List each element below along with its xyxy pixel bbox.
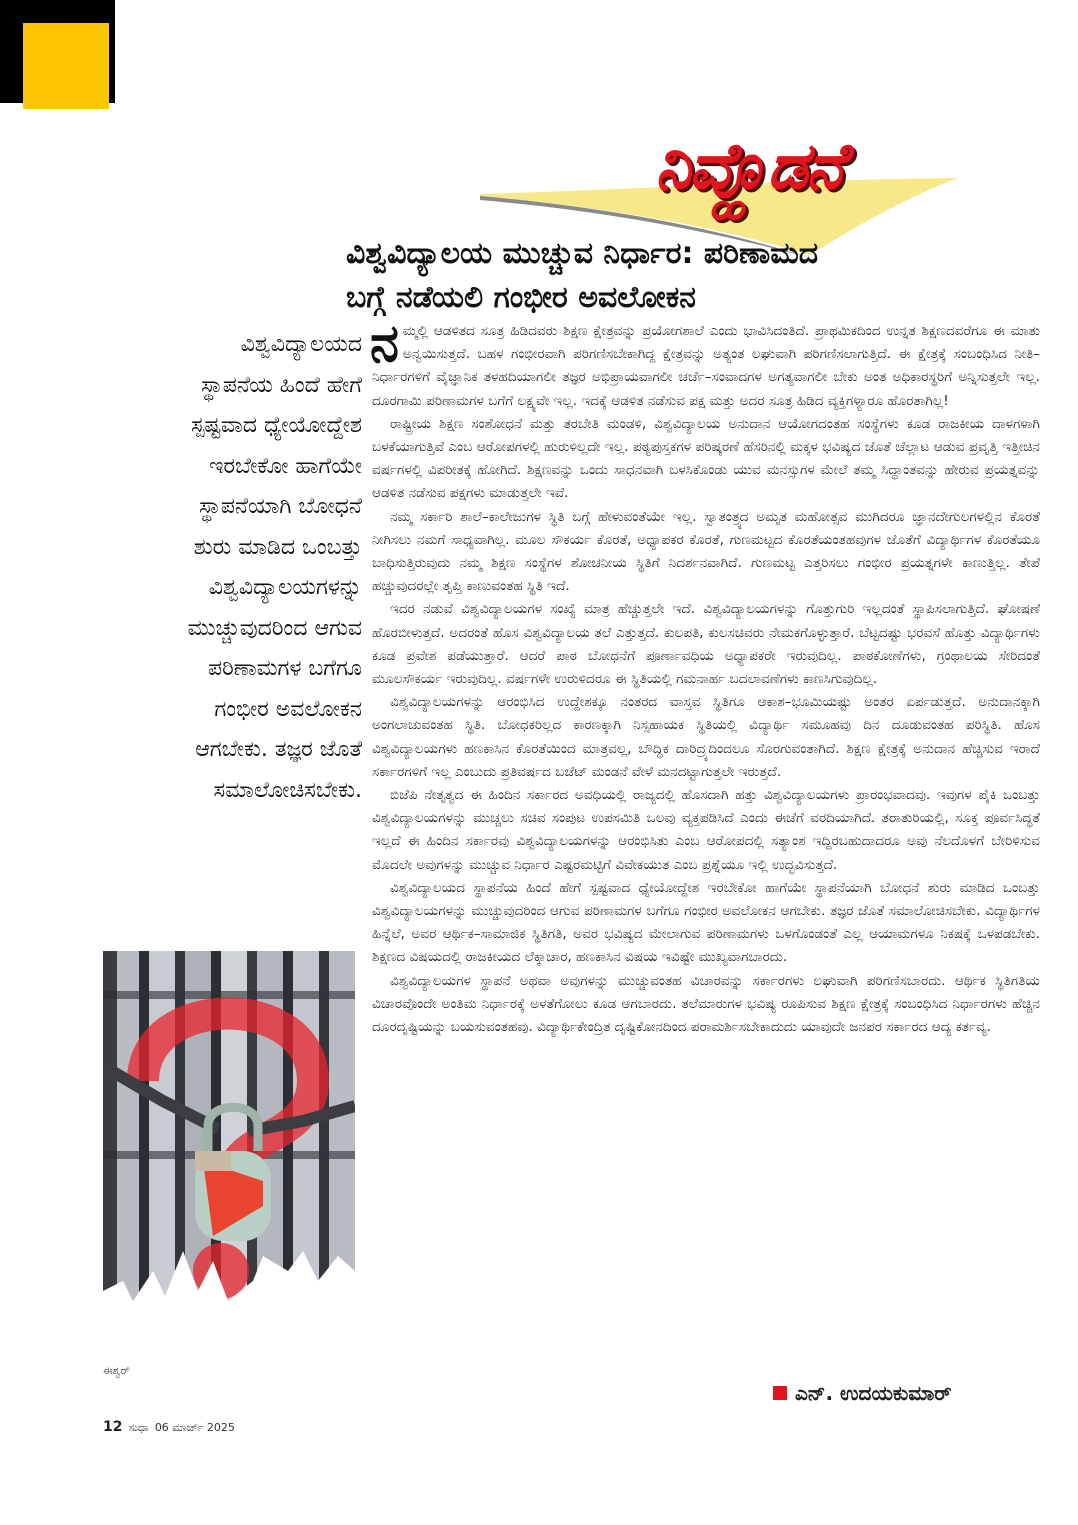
article-paragraph: ರಾಷ್ಟ್ರೀಯ ಶಿಕ್ಷಣ ಸಂಶೋಧನೆ ಮತ್ತು ತರಬೇತಿ ಮಂಡಳಿ, ವಿಶ್ವವಿದ್ಯಾಲಯ ಅನುದಾನ ಆಯೋಗದಂತಹ ಸಂಸ್ಥೆಗಳು ಕೂಡ ರಾಜಕೀಯ ದಾಳಗಳಾಗಿ ಬಳಕೆಯಾಗುತ್ತಿವೆ ಎಂಬ ಆರೋಪಗಳಲ್ಲಿ ಹುರುಳಿಲ್ಲದೇ ಇಲ್ಲ. ಪಠ್ಯಪುಸ್ತಕಗಳ ಪರಿಷ್ಕರಣೆ ಹೆಸರಿನಲ್ಲಿ ಮಕ್ಕಳ ಭವಿಷ್ಯದ ಜೊತೆ ಚೆಲ್ಲಾಟ ಆಡುವ ಪ್ರವೃತ್ತಿ ಇತ್ತೀಚಿನ ವರ್ಷಗಳಲ್ಲಿ ವಿಪರೀತಕ್ಕೆ ಹೋಗಿದೆ. ಶಿಕ್ಷಣವನ್ನು ಒಂದು ಸಾಧನವಾಗಿ ಬಳಸಿಕೊಂಡು ಯುವ ಮನಸ್ಸುಗಳ ಮೇಲೆ ತಮ್ಮ ಸಿದ್ಧಾಂತವನ್ನು ಹೇರುವ ಪ್ರಯತ್ನವನ್ನು ಆಡಳಿತ ನಡೆಸುವ ಪಕ್ಷಗಳು ಮಾಡುತ್ತಲೇ ಇವೆ.	[372, 415, 1040, 502]
column-logo: ನಿವ್ಹೊಡನೆ	[655, 129, 843, 204]
byline-marker-icon	[773, 1386, 787, 1400]
drop-cap: ನ	[370, 313, 399, 374]
article-paragraph: ನಮ್ಮ ಸರ್ಕಾರಿ ಶಾಲೆ–ಕಾಲೇಜುಗಳ ಸ್ಥಿತಿ ಬಗ್ಗೆ ಹೇಳುವಂತೆಯೇ ಇಲ್ಲ. ಸ್ವಾತಂತ್ರ್ಯದ ಅಮೃತ ಮಹೋತ್ಸವ ಮುಗಿದರೂ ಜ್ಞಾನದೇಗುಲಗಳಲ್ಲಿನ ಕೊರತೆ ನೀಗಿಸಲು ನಮಗೆ ಸಾಧ್ಯವಾಗಿಲ್ಲ. ಮೂಲ ಸೌಕರ್ಯ ಕೊರತೆ, ಅಧ್ಯಾಪಕರ ಕೊರತೆ, ಗುಣಮಟ್ಟದ ಕೊರತೆಯಂತಹವುಗಳ ಜೊತೆಗೆ ವಿದ್ಯಾರ್ಥಿಗಳ ಕೊರತೆಯೂ ಬಾಧಿಸುತ್ತಿರುವುದು ನಮ್ಮ ಶಿಕ್ಷಣ ಸಂಸ್ಥೆಗಳ ಶೋಚನೀಯ ಸ್ಥಿತಿಗೆ ನಿದರ್ಶನವಾಗಿದೆ. ಗುಣಮಟ್ಟ ಎತ್ತರಿಸಲು ಗಂಭೀರ ಪ್ರಯತ್ನಗಳೇ ಕಾಣುತ್ತಿಲ್ಲ. ತೇಪೆ ಹಚ್ಚುವುದರಲ್ಲೇ ತೃಪ್ತಿ ಕಾಣುವಂತಹ ಸ್ಥಿತಿ ಇದೆ.	[372, 508, 1040, 595]
illustration	[103, 951, 355, 1358]
article-paragraph: ವಿಶ್ವವಿದ್ಯಾಲಯದ ಸ್ಥಾಪನೆಯ ಹಿಂದೆ ಹೇಗೆ ಸ್ಪಷ್ಟವಾದ ಧ್ಯೇಯೋದ್ದೇಶ ಇರಬೇಕೋ ಹಾಗೆಯೇ ಸ್ಥಾಪನೆಯಾಗಿ ಬೋಧನೆ ಶುರು ಮಾಡಿದ ಒಂಬತ್ತು ವಿಶ್ವವಿದ್ಯಾಲಯಗಳನ್ನು ಮುಚ್ಚುವುದರಿಂದ ಆಗುವ ಪರಿಣಾಮಗಳ ಬಗೆಗೂ ಗಂಭೀರ ಅವಲೋಕನ ಆಗಬೇಕು. ತಜ್ಞರ ಜೊತೆ ಸಮಾಲೋಚಿಸಬೇಕು. ವಿದ್ಯಾರ್ಥಿಗಳ ಹಿನ್ನೆಲೆ, ಅವರ ಆರ್ಥಿಕ–ಸಾಮಾಜಿಕ ಸ್ಥಿತಿಗತಿ, ಅವರ ಭವಿಷ್ಯದ ಮೇಲಾಗುವ ಪರಿಣಾಮಗಳು ಒಳಗೊಂಡಂತೆ ಎಲ್ಲ ಆಯಾಮಗಳೂ ನಿಕಷಕ್ಕೆ ಒಳಪಡಬೇಕು. ಶಿಕ್ಷಣದ ವಿಷಯದಲ್ಲಿ ರಾಜಕೀಯದ ಲೆಕ್ಕಾಚಾರ, ಹಣಕಾಸಿನ ವಿಷಯ ಇವಿಷ್ಟೇ ಮುಖ್ಯವಾಗಬಾರದು.	[372, 879, 1040, 966]
padlock-gate-illustration	[103, 951, 355, 1358]
page-footer	[103, 1419, 235, 1435]
article-headline	[346, 232, 1046, 320]
pull-quote-line: ಮುಚ್ಚುವುದರಿಂದ ಆಗುವ	[187, 615, 362, 641]
article-paragraph: ವಿಶ್ವವಿದ್ಯಾಲಯಗಳ ಸ್ಥಾಪನೆ ಅಥವಾ ಅವುಗಳನ್ನು ಮುಚ್ಚುವಂತಹ ವಿಚಾರವನ್ನು ಸರ್ಕಾರಗಳು ಲಘುವಾಗಿ ಪರಿಗಣಿಸಬಾರದು. ಆರ್ಥಿಕ ಸ್ಥಿತಿಗತಿಯ ವಿಚಾರವೊಂದೇ ಅಂತಿಮ ನಿರ್ಧಾರಕ್ಕೆ ಅಳತೆಗೋಲು ಕೂಡ ಆಗಬಾರದು. ತಲೆಮಾರುಗಳ ಭವಿಷ್ಯ ರೂಪಿಸುವ ಶಿಕ್ಷಣ ಕ್ಷೇತ್ರಕ್ಕೆ ಸಂಬಂಧಿಸಿದ ನಿರ್ಧಾರಗಳು ಹೆಚ್ಚಿನ ದೂರದೃಷ್ಟಿಯನ್ನು ಬಯಸುವಂತಹವು. ವಿದ್ಯಾರ್ಥಿಕೇಂದ್ರಿತ ದೃಷ್ಟಿಕೋನದಿಂದ ಪರಾಮರ್ಶಿಸಬೇಕಾದುದು ಯಾವುದೇ ಜನಪರ ಸರ್ಕಾರದ ಆದ್ಯ ಕರ್ತವ್ಯ.	[372, 972, 1040, 1036]
publication-name: ಸುಧಾ	[128, 1421, 149, 1434]
pull-quote-line: ಸ್ಥಾಪನೆಯಾಗಿ ಬೋಧನೆ	[199, 494, 362, 519]
pull-quote-line: ಪರಿಣಾಮಗಳ ಬಗೆಗೂ	[208, 656, 362, 681]
pull-quote-line: ಶುರು ಮಾಡಿದ ಒಂಬತ್ತು	[193, 534, 362, 560]
headline-line-2: ಬಗ್ಗೆ ನಡೆಯಲಿ ಗಂಭೀರ ಅವಲೋಕನ	[346, 280, 696, 315]
article-body	[370, 313, 1040, 1039]
headline-line-1: ವಿಶ್ವವಿದ್ಯಾಲಯ ಮುಚ್ಚುವ ನಿರ್ಧಾರ: ಪರಿಣಾಮದ	[346, 236, 819, 271]
issue-date: 06 ಮಾರ್ಚ್ 2025	[154, 1421, 235, 1434]
author-byline	[773, 1381, 951, 1405]
corner-tab-yellow	[23, 23, 109, 109]
pull-quote-line: ವಿಶ್ವವಿದ್ಯಾಲಯದ	[240, 332, 362, 357]
article-paragraph: ಇದರ ನಡುವೆ ವಿಶ್ವವಿದ್ಯಾಲಯಗಳ ಸಂಖ್ಯೆ ಮಾತ್ರ ಹೆಚ್ಚುತ್ತಲೇ ಇದೆ. ವಿಶ್ವವಿದ್ಯಾಲಯಗಳನ್ನು ಗೊತ್ತುಗುರಿ ಇಲ್ಲದಂತೆ ಸ್ಥಾಪಿಸಲಾಗುತ್ತಿದೆ. ಘೋಷಣೆ ಹೊರಬೀಳುತ್ತದೆ. ಅದರಂತೆ ಹೊಸ ವಿಶ್ವವಿದ್ಯಾಲಯ ತಲೆ ಎತ್ತುತ್ತದೆ. ಕುಲಪತಿ, ಕುಲಸಚಿವರು ನೇಮಕಗೊಳ್ಳುತ್ತಾರೆ. ಬೆಟ್ಟದಷ್ಟು ಭರವಸೆ ಹೊತ್ತು ವಿದ್ಯಾರ್ಥಿಗಳು ಕೂಡ ಪ್ರವೇಶ ಪಡೆಯುತ್ತಾರೆ. ಆದರೆ ಪಾಠ ಬೋಧನೆಗೆ ಪೂರ್ಣಾವಧಿಯ ಅಧ್ಯಾಪಕರೇ ಇರುವುದಿಲ್ಲ. ಪಾಠಕೋಣೆಗಳು, ಗ್ರಂಥಾಲಯ ಸೇರಿದಂತೆ ಮೂಲಸೌಕರ್ಯ ಇರುವುದಿಲ್ಲ. ವರ್ಷಗಳೇ ಉರುಳಿದರೂ ಈ ಸ್ಥಿತಿಯಲ್ಲಿ ಗಮನಾರ್ಹ ಬದಲಾವಣೆಗಳು ಕಾಣಸಿಗುವುದಿಲ್ಲ.	[372, 601, 1040, 688]
page-number: 12	[103, 1419, 123, 1435]
article-paragraph: ಬಿಜೆಪಿ ನೇತೃತ್ವದ ಈ ಹಿಂದಿನ ಸರ್ಕಾರದ ಅವಧಿಯಲ್ಲಿ ರಾಜ್ಯದಲ್ಲಿ ಹೊಸದಾಗಿ ಹತ್ತು ವಿಶ್ವವಿದ್ಯಾಲಯಗಳು ಪ್ರಾರಂಭವಾದವು. ಇವುಗಳ ಪೈಕಿ ಒಂಬತ್ತು ವಿಶ್ವವಿದ್ಯಾಲಯಗಳನ್ನು ಮುಚ್ಚಲು ಸಚಿವ ಸಂಪುಟ ಉಪಸಮಿತಿ ಒಲವು ವ್ಯಕ್ತಪಡಿಸಿದೆ ಎಂದು ಈಚೆಗೆ ವರದಿಯಾಗಿದೆ. ತರಾತುರಿಯಲ್ಲಿ, ಸೂಕ್ತ ಪೂರ್ವಸಿದ್ಧತೆ ಇಲ್ಲದೆ ಈ ಹಿಂದಿನ ಸರ್ಕಾರವು ವಿಶ್ವವಿದ್ಯಾಲಯಗಳನ್ನು ಆರಂಭಿಸಿತು ಎಂಬ ಆರೋಪದಲ್ಲಿ ಸತ್ಯಾಂಶ ಇದ್ದಿರಬಹುದಾದರೂ ಅವು ನೆಲದೊಳಗೆ ಬೇರಿಳಿಸುವ ಮೊದಲೇ ಅವುಗಳನ್ನು ಮುಚ್ಚುವ ನಿರ್ಧಾರ ಎಷ್ಟರಮಟ್ಟಿಗೆ ವಿವೇಕಯುತ ಎಂಬ ಪ್ರಶ್ನೆಯೂ ಇಲ್ಲಿ ಉದ್ಭವಿಸುತ್ತದೆ.	[372, 787, 1040, 873]
pull-quote-line: ವಿಶ್ವವಿದ್ಯಾಲಯಗಳನ್ನು	[208, 575, 362, 600]
pull-quote-line: ಸ್ಪಷ್ಟವಾದ ಧ್ಯೇಯೋದ್ದೇಶ	[190, 413, 362, 438]
illustration-credit: ಈಶ್ವರ್	[103, 1364, 130, 1377]
pull-quote-line: ಸಮಾಲೋಚಿಸಬೇಕು.	[213, 777, 362, 803]
pull-quote	[98, 325, 362, 811]
pull-quote-line: ಗಂಭೀರ ಅವಲೋಕನ	[214, 696, 362, 722]
pull-quote-line: ಆಗಬೇಕು. ತಜ್ಞರ ಜೊತೆ	[195, 737, 362, 762]
author-name: ಎನ್. ಉದಯಕುಮಾರ್	[795, 1381, 952, 1405]
pull-quote-line: ಸ್ಥಾಪನೆಯ ಹಿಂದೆ ಹೇಗೆ	[201, 372, 362, 398]
article-paragraph: ನಮ್ಮಲ್ಲಿ ಆಡಳಿತದ ಸೂತ್ರ ಹಿಡಿದವರು ಶಿಕ್ಷಣ ಕ್ಷೇತ್ರವನ್ನು ಪ್ರಯೋಗಶಾಲೆ ಎಂದು ಭಾವಿಸಿದಂತಿದೆ. ಪ್ರಾಥಮಿಕದಿಂದ ಉನ್ನತ ಶಿಕ್ಷಣದವರೆಗೂ ಈ ಮಾತು ಅನ್ವಯಿಸುತ್ತದೆ. ಬಹಳ ಗಂಭೀರವಾಗಿ ಪರಿಗಣಿಸಬೇಕಾಗಿದ್ದ ಕ್ಷೇತ್ರವನ್ನು ಅತ್ಯಂತ ಲಘುವಾಗಿ ಪರಿಗಣಿಸಲಾಗುತ್ತಿದೆ. ಈ ಕ್ಷೇತ್ರಕ್ಕೆ ಸಂಬಂಧಿಸಿದ ನೀತಿ–ನಿರ್ಧಾರಗಳಿಗೆ ವೈಜ್ಞಾನಿಕ ತಳಹದಿಯಾಗಲೀ ತಜ್ಞರ ಅಭಿಪ್ರಾಯವಾಗಲೀ ಚರ್ಚೆ–ಸಂವಾದಗಳ ಅಗತ್ಯವಾಗಲೀ ಬೇಕು ಅಂತ ಅಧಿಕಾರಸ್ಥರಿಗೆ ಅನ್ನಿಸುತ್ತಲೇ ಇಲ್ಲ. ದೂರಗಾಮಿ ಪರಿಣಾಮಗಳ ಬಗೆಗೆ ಲಕ್ಷ್ಯವೇ ಇಲ್ಲ. ಇದಕ್ಕೆ ಆಡಳಿತ ನಡೆಸುವ ಪಕ್ಷ ಮತ್ತು ಅದರ ಸೂತ್ರ ಹಿಡಿದ ವ್ಯಕ್ತಿಗಳ್ಯಾರೂ ಹೊರತಾಗಿಲ್ಲ!	[370, 313, 1040, 409]
pull-quote-line: ಇರಬೇಕೋ ಹಾಗೆಯೇ	[209, 453, 362, 479]
article-paragraph: ವಿಶ್ವವಿದ್ಯಾಲಯಗಳನ್ನು ಆರಂಭಿಸಿದ ಉದ್ದೇಶಕ್ಕೂ ನಂತರದ ವಾಸ್ತವ ಸ್ಥಿತಿಗೂ ಆಕಾಶ–ಭೂಮಿಯಷ್ಟು ಅಂತರ ಏರ್ಪಡುತ್ತದೆ. ಅನುದಾನಕ್ಕಾಗಿ ಅಂಗಲಾಚುವಂತಹ ಸ್ಥಿತಿ. ಬೋಧಕರಿಲ್ಲದ ಕಾರಣಕ್ಕಾಗಿ ನಿಸ್ಸಹಾಯಕ ಸ್ಥಿತಿಯಲ್ಲಿ ವಿದ್ಯಾರ್ಥಿ ಸಮೂಹವು ದಿನ ದೂಡುವಂತಹ ಪರಿಸ್ಥಿತಿ. ಹೊಸ ವಿಶ್ವವಿದ್ಯಾಲಯಗಳು ಹಣಕಾಸಿನ ಕೊರತೆಯಿಂದ ಮಾತ್ರವಲ್ಲ, ಬೌದ್ಧಿಕ ದಾರಿದ್ರ್ಯದಿಂದಲೂ ಸೊರಗುವಂತಾಗಿದೆ. ಶಿಕ್ಷಣ ಕ್ಷೇತ್ರಕ್ಕೆ ಅನುದಾನ ಹೆಚ್ಚಿಸುವ ಇರಾದೆ ಸರ್ಕಾರಗಳಿಗೆ ಇಲ್ಲ ಎಂಬುದು ಪ್ರತಿವರ್ಷದ ಬಜೆಟ್ ಮಂಡನೆ ವೇಳೆ ಮನದಟ್ಟಾಗುತ್ತಲೇ ಇರುತ್ತದೆ.	[372, 694, 1040, 780]
